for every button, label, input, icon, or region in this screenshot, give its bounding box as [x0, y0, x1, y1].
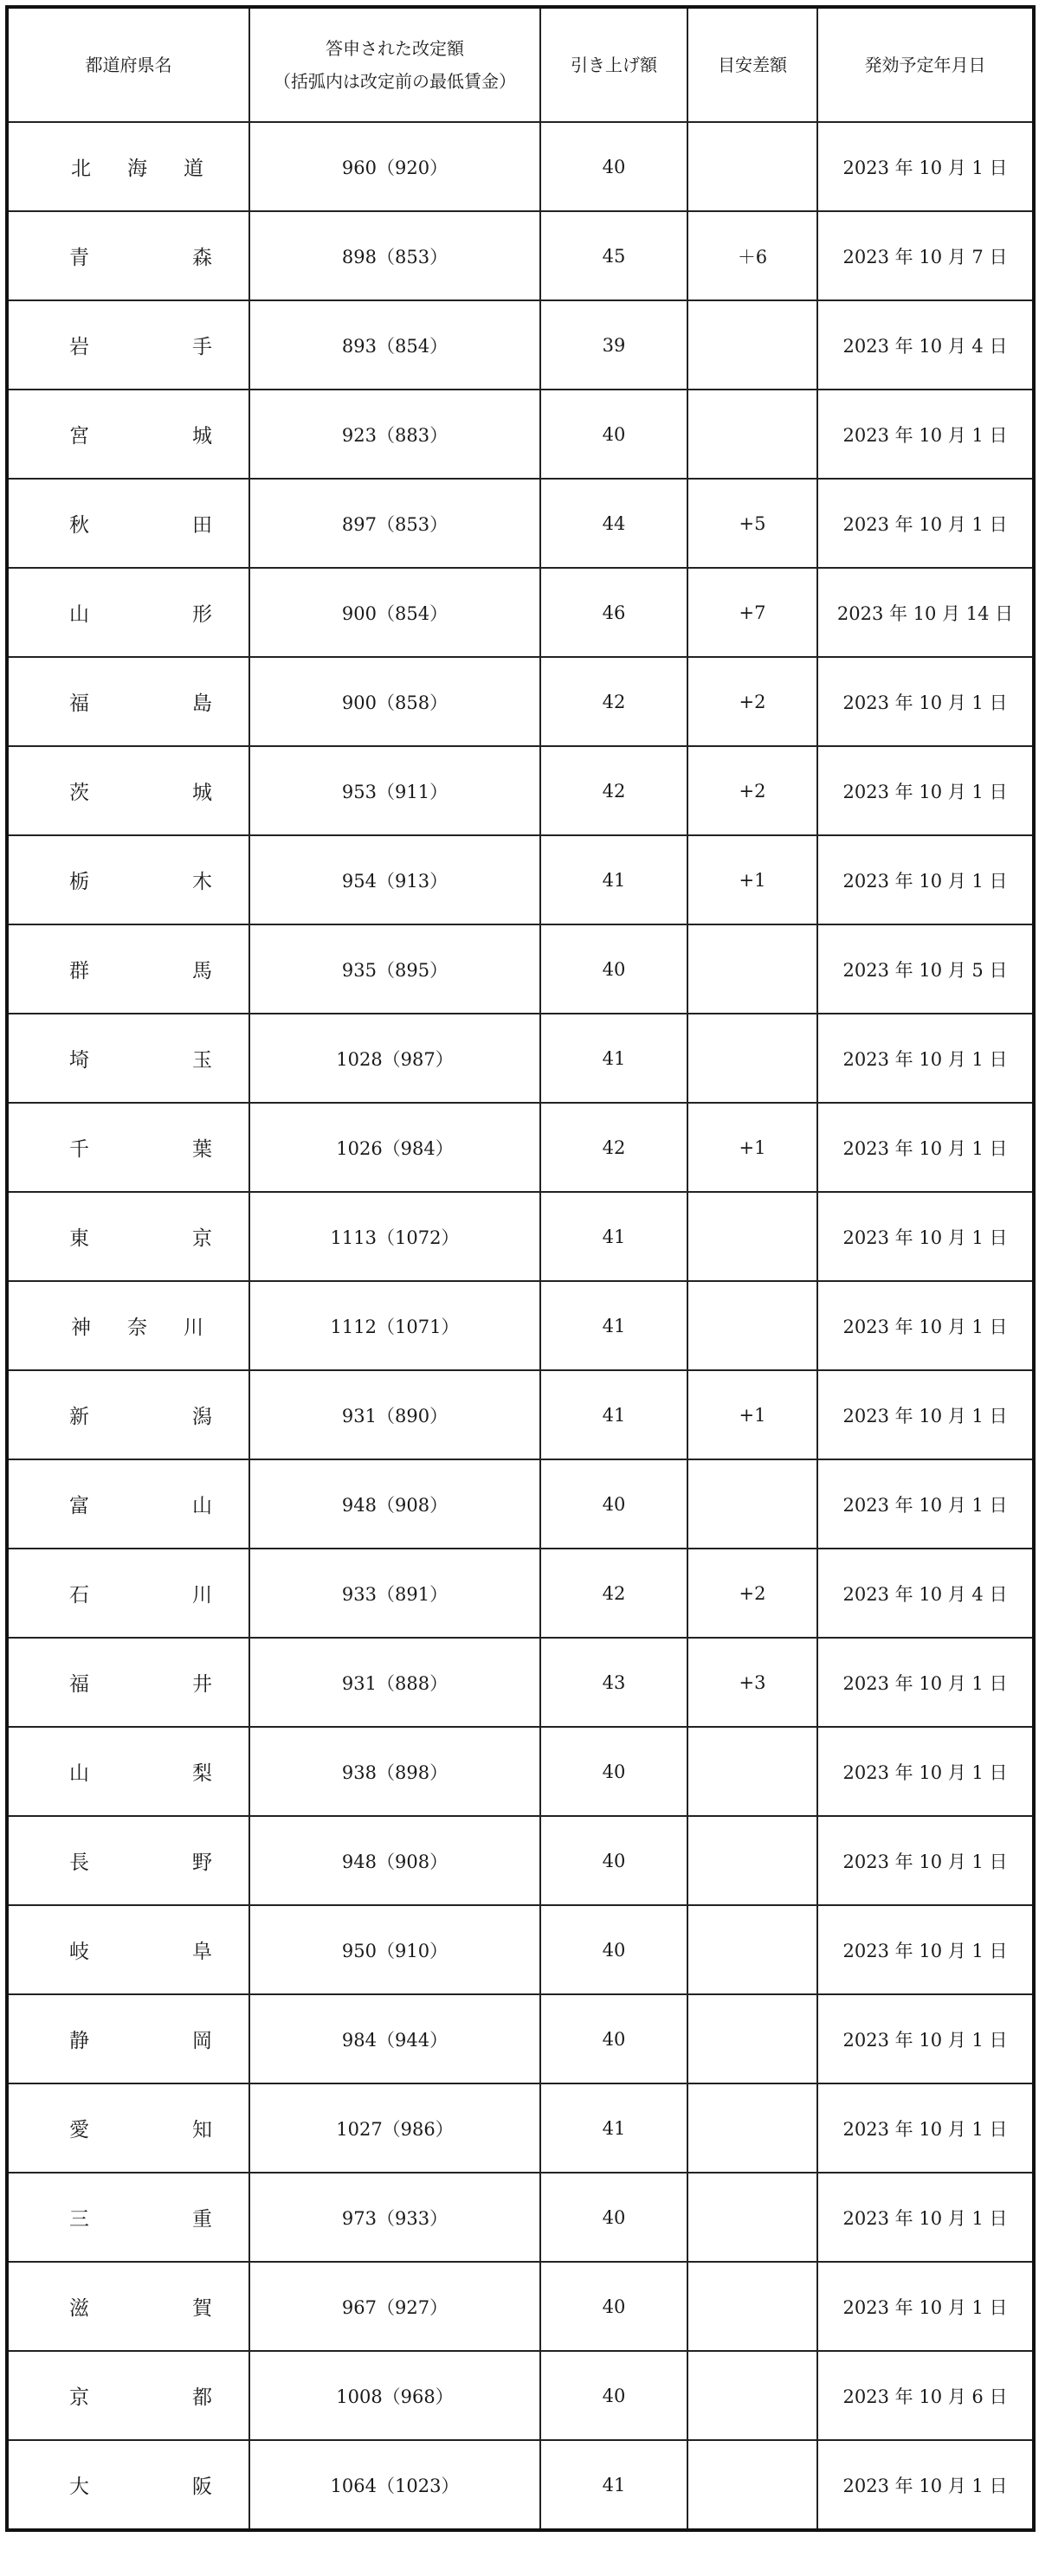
prefecture-cell	[7, 1905, 249, 1994]
prefecture-name	[9, 1282, 248, 1369]
prefecture-name	[9, 2174, 248, 2261]
prefecture-name	[9, 1728, 248, 1815]
prefecture-name	[9, 480, 248, 567]
raise-cell: 44	[540, 479, 687, 568]
prefecture-name	[9, 2084, 248, 2172]
prefecture-cell	[7, 2173, 249, 2262]
amount-cell: 967（927）	[249, 2262, 540, 2351]
prefecture-name	[9, 1995, 248, 2083]
table-row	[7, 1103, 1034, 1192]
prefecture-cell	[7, 479, 249, 568]
prefecture-char: 都	[192, 2386, 212, 2409]
prefecture-char: 三	[69, 2208, 89, 2231]
prefecture-name	[9, 123, 248, 210]
raise-cell: 40	[540, 1727, 687, 1816]
prefecture-name	[9, 212, 248, 299]
amount-cell: 948（908）	[249, 1816, 540, 1905]
diff-cell	[687, 1281, 817, 1370]
prefecture-char: 群	[69, 960, 89, 982]
prefecture-char: 富	[69, 1495, 89, 1517]
prefecture-cell	[7, 1192, 249, 1281]
prefecture-char: 岡	[192, 2030, 212, 2052]
amount-cell: 948（908）	[249, 1459, 540, 1549]
prefecture-char: 阪	[192, 2476, 212, 2498]
prefecture-cell	[7, 568, 249, 657]
diff-cell: ＋6	[687, 211, 817, 300]
table-row	[7, 1994, 1034, 2083]
table-row	[7, 1549, 1034, 1638]
amount-cell: 1026（984）	[249, 1103, 540, 1192]
date-cell: 2023 年 10 月 1 日	[817, 122, 1034, 211]
diff-cell: +2	[687, 1549, 817, 1638]
prefecture-char: 山	[192, 1495, 212, 1517]
diff-cell: +3	[687, 1638, 817, 1727]
amount-cell: 923（883）	[249, 390, 540, 479]
raise-cell: 40	[540, 1459, 687, 1549]
prefecture-char: 野	[192, 1852, 212, 1874]
prefecture-name	[9, 1371, 248, 1459]
prefecture-char: 城	[192, 425, 212, 448]
prefecture-cell	[7, 122, 249, 211]
prefecture-cell	[7, 835, 249, 924]
table-row	[7, 1370, 1034, 1459]
table-header-row	[7, 7, 1034, 122]
amount-cell: 1028（987）	[249, 1014, 540, 1103]
prefecture-cell	[7, 657, 249, 746]
date-cell: 2023 年 10 月 4 日	[817, 1549, 1034, 1638]
date-cell: 2023 年 10 月 1 日	[817, 1905, 1034, 1994]
amount-cell: 954（913）	[249, 835, 540, 924]
diff-cell	[687, 2351, 817, 2440]
prefecture-cell	[7, 1638, 249, 1727]
header-prefecture: 都道府県名	[7, 7, 249, 122]
prefecture-char: 川	[184, 1317, 203, 1339]
amount-cell: 984（944）	[249, 1994, 540, 2083]
date-cell: 2023 年 10 月 1 日	[817, 1459, 1034, 1549]
raise-cell: 40	[540, 924, 687, 1014]
amount-cell: 1112（1071）	[249, 1281, 540, 1370]
prefecture-char: 手	[192, 336, 212, 358]
amount-cell: 900（854）	[249, 568, 540, 657]
table-row	[7, 2351, 1034, 2440]
amount-cell: 960（920）	[249, 122, 540, 211]
raise-cell: 43	[540, 1638, 687, 1727]
date-cell: 2023 年 10 月 14 日	[817, 568, 1034, 657]
raise-cell: 42	[540, 1549, 687, 1638]
prefecture-cell	[7, 2351, 249, 2440]
date-cell: 2023 年 10 月 4 日	[817, 300, 1034, 390]
prefecture-char: 知	[192, 2119, 212, 2141]
prefecture-cell	[7, 1816, 249, 1905]
amount-cell: 1008（968）	[249, 2351, 540, 2440]
prefecture-cell	[7, 924, 249, 1014]
raise-cell: 41	[540, 1192, 687, 1281]
amount-cell: 933（891）	[249, 1549, 540, 1638]
diff-cell	[687, 2262, 817, 2351]
header-raise: 引き上げ額	[540, 7, 687, 122]
header-date: 発効予定年月日	[817, 7, 1034, 122]
prefecture-name	[9, 1014, 248, 1102]
prefecture-char: 岐	[69, 1941, 89, 1963]
header-amount	[249, 7, 540, 122]
prefecture-char: 海	[127, 158, 147, 180]
raise-cell: 42	[540, 657, 687, 746]
prefecture-char: 玉	[192, 1049, 212, 1072]
date-cell: 2023 年 10 月 1 日	[817, 1103, 1034, 1192]
table-row	[7, 835, 1034, 924]
diff-cell	[687, 1994, 817, 2083]
raise-cell: 41	[540, 1281, 687, 1370]
diff-cell	[687, 122, 817, 211]
table-row	[7, 1014, 1034, 1103]
table-row	[7, 390, 1034, 479]
prefecture-char: 福	[69, 1673, 89, 1696]
date-cell: 2023 年 10 月 1 日	[817, 1816, 1034, 1905]
diff-cell	[687, 300, 817, 390]
date-cell: 2023 年 10 月 1 日	[817, 2440, 1034, 2530]
prefecture-char: 山	[69, 1762, 89, 1785]
raise-cell: 40	[540, 1816, 687, 1905]
prefecture-name	[9, 301, 248, 389]
diff-cell: +2	[687, 657, 817, 746]
prefecture-cell	[7, 2440, 249, 2530]
date-cell: 2023 年 10 月 6 日	[817, 2351, 1034, 2440]
date-cell: 2023 年 10 月 1 日	[817, 657, 1034, 746]
raise-cell: 45	[540, 211, 687, 300]
table-row	[7, 924, 1034, 1014]
raise-cell: 40	[540, 1905, 687, 1994]
prefecture-char: 潟	[192, 1406, 212, 1428]
amount-cell: 950（910）	[249, 1905, 540, 1994]
date-cell: 2023 年 10 月 1 日	[817, 1192, 1034, 1281]
prefecture-char: 城	[192, 782, 212, 804]
prefecture-cell	[7, 1727, 249, 1816]
date-cell: 2023 年 10 月 1 日	[817, 835, 1034, 924]
prefecture-char: 梨	[192, 1762, 212, 1785]
prefecture-cell	[7, 1370, 249, 1459]
prefecture-char: 井	[192, 1673, 212, 1696]
prefecture-char: 田	[192, 514, 212, 537]
prefecture-name	[9, 2263, 248, 2350]
diff-cell	[687, 1816, 817, 1905]
date-cell: 2023 年 10 月 1 日	[817, 1014, 1034, 1103]
date-cell: 2023 年 10 月 1 日	[817, 479, 1034, 568]
prefecture-name	[9, 1817, 248, 1904]
date-cell: 2023 年 10 月 1 日	[817, 1994, 1034, 2083]
table-row	[7, 1192, 1034, 1281]
prefecture-char: 賀	[192, 2297, 212, 2320]
diff-cell	[687, 1192, 817, 1281]
date-cell: 2023 年 10 月 1 日	[817, 1370, 1034, 1459]
diff-cell: +1	[687, 835, 817, 924]
table-body	[7, 122, 1034, 2530]
prefecture-char: 神	[71, 1317, 91, 1339]
date-cell: 2023 年 10 月 1 日	[817, 2173, 1034, 2262]
prefecture-name	[9, 747, 248, 834]
diff-cell	[687, 2173, 817, 2262]
amount-cell: 1027（986）	[249, 2083, 540, 2173]
raise-cell: 41	[540, 2083, 687, 2173]
prefecture-cell	[7, 1281, 249, 1370]
raise-cell: 42	[540, 746, 687, 835]
prefecture-char: 北	[71, 158, 91, 180]
header-amount-line1: 答申された改定額	[326, 38, 464, 59]
prefecture-name	[9, 2352, 248, 2439]
diff-cell	[687, 1014, 817, 1103]
raise-cell: 41	[540, 2440, 687, 2530]
diff-cell: +7	[687, 568, 817, 657]
amount-cell: 931（890）	[249, 1370, 540, 1459]
diff-cell	[687, 390, 817, 479]
table-row	[7, 122, 1034, 211]
diff-cell	[687, 2440, 817, 2530]
table-row	[7, 746, 1034, 835]
prefecture-char: 道	[184, 158, 203, 180]
prefecture-char: 馬	[192, 960, 212, 982]
prefecture-char: 木	[192, 871, 212, 893]
raise-cell: 46	[540, 568, 687, 657]
prefecture-char: 石	[69, 1584, 89, 1607]
diff-cell	[687, 1905, 817, 1994]
prefecture-cell	[7, 1994, 249, 2083]
prefecture-char: 京	[192, 1227, 212, 1250]
prefecture-char: 大	[69, 2476, 89, 2498]
date-cell: 2023 年 10 月 7 日	[817, 211, 1034, 300]
prefecture-char: 秋	[69, 514, 89, 537]
prefecture-name	[9, 1104, 248, 1191]
amount-cell: 973（933）	[249, 2173, 540, 2262]
prefecture-char: 葉	[192, 1138, 212, 1161]
date-cell: 2023 年 10 月 1 日	[817, 2262, 1034, 2351]
prefecture-char: 奈	[127, 1317, 147, 1339]
table-row	[7, 1727, 1034, 1816]
amount-cell: 1113（1072）	[249, 1192, 540, 1281]
table-row	[7, 1281, 1034, 1370]
raise-cell: 41	[540, 835, 687, 924]
diff-cell: +1	[687, 1370, 817, 1459]
prefecture-char: 阜	[192, 1941, 212, 1963]
table-row	[7, 1905, 1034, 1994]
date-cell: 2023 年 10 月 5 日	[817, 924, 1034, 1014]
table-row	[7, 1816, 1034, 1905]
table-row	[7, 2173, 1034, 2262]
prefecture-cell	[7, 2083, 249, 2173]
raise-cell: 39	[540, 300, 687, 390]
prefecture-char: 茨	[69, 782, 89, 804]
prefecture-char: 青	[69, 247, 89, 269]
table-row	[7, 1638, 1034, 1727]
table-row	[7, 1459, 1034, 1549]
prefecture-name	[9, 1639, 248, 1726]
diff-cell: +2	[687, 746, 817, 835]
prefecture-char: 長	[69, 1852, 89, 1874]
raise-cell: 41	[540, 1014, 687, 1103]
prefecture-cell	[7, 1549, 249, 1638]
prefecture-char: 形	[192, 603, 212, 626]
table-row	[7, 568, 1034, 657]
prefecture-cell	[7, 1014, 249, 1103]
prefecture-char: 宮	[69, 425, 89, 448]
diff-cell	[687, 924, 817, 1014]
amount-cell: 1064（1023）	[249, 2440, 540, 2530]
raise-cell: 40	[540, 122, 687, 211]
amount-cell: 898（853）	[249, 211, 540, 300]
prefecture-name	[9, 569, 248, 656]
prefecture-cell	[7, 211, 249, 300]
amount-cell: 938（898）	[249, 1727, 540, 1816]
table-row	[7, 657, 1034, 746]
table-row	[7, 2083, 1034, 2173]
prefecture-char: 愛	[69, 2119, 89, 2141]
raise-cell: 40	[540, 2262, 687, 2351]
minimum-wage-table	[5, 5, 1036, 2532]
table-row	[7, 2262, 1034, 2351]
prefecture-char: 川	[192, 1584, 212, 1607]
document-page	[5, 5, 1032, 2571]
diff-cell: +5	[687, 479, 817, 568]
diff-cell	[687, 2083, 817, 2173]
prefecture-char: 山	[69, 603, 89, 626]
prefecture-char: 京	[69, 2386, 89, 2409]
raise-cell: 40	[540, 2351, 687, 2440]
prefecture-char: 重	[192, 2208, 212, 2231]
amount-cell: 897（853）	[249, 479, 540, 568]
date-cell: 2023 年 10 月 1 日	[817, 746, 1034, 835]
prefecture-cell	[7, 746, 249, 835]
diff-cell	[687, 1727, 817, 1816]
prefecture-name	[9, 925, 248, 1013]
prefecture-name	[9, 1193, 248, 1280]
prefecture-char: 栃	[69, 871, 89, 893]
prefecture-char: 岩	[69, 336, 89, 358]
prefecture-char: 新	[69, 1406, 89, 1428]
raise-cell: 40	[540, 2173, 687, 2262]
table-row	[7, 300, 1034, 390]
table-row	[7, 211, 1034, 300]
prefecture-name	[9, 390, 248, 478]
amount-cell: 953（911）	[249, 746, 540, 835]
prefecture-name	[9, 1906, 248, 1993]
prefecture-name	[9, 658, 248, 745]
header-diff: 目安差額	[687, 7, 817, 122]
date-cell: 2023 年 10 月 1 日	[817, 390, 1034, 479]
table-row	[7, 479, 1034, 568]
date-cell: 2023 年 10 月 1 日	[817, 1281, 1034, 1370]
prefecture-char: 福	[69, 692, 89, 715]
raise-cell: 40	[540, 390, 687, 479]
header-amount-line2: （括弧内は改定前の最低賃金）	[274, 71, 516, 92]
amount-cell: 931（888）	[249, 1638, 540, 1727]
prefecture-cell	[7, 300, 249, 390]
prefecture-char: 千	[69, 1138, 89, 1161]
prefecture-char: 東	[69, 1227, 89, 1250]
prefecture-name	[9, 1549, 248, 1637]
prefecture-char: 滋	[69, 2297, 89, 2320]
amount-cell: 935（895）	[249, 924, 540, 1014]
prefecture-char: 島	[192, 692, 212, 715]
amount-cell: 893（854）	[249, 300, 540, 390]
raise-cell: 41	[540, 1370, 687, 1459]
raise-cell: 42	[540, 1103, 687, 1192]
prefecture-char: 埼	[69, 1049, 89, 1072]
prefecture-cell	[7, 2262, 249, 2351]
raise-cell: 40	[540, 1994, 687, 2083]
prefecture-cell	[7, 390, 249, 479]
amount-cell: 900（858）	[249, 657, 540, 746]
prefecture-char: 森	[192, 247, 212, 269]
prefecture-name	[9, 836, 248, 924]
date-cell: 2023 年 10 月 1 日	[817, 2083, 1034, 2173]
prefecture-cell	[7, 1103, 249, 1192]
prefecture-name	[9, 1460, 248, 1548]
table-row	[7, 2440, 1034, 2530]
prefecture-char: 静	[69, 2030, 89, 2052]
date-cell: 2023 年 10 月 1 日	[817, 1727, 1034, 1816]
prefecture-cell	[7, 1459, 249, 1549]
date-cell: 2023 年 10 月 1 日	[817, 1638, 1034, 1727]
diff-cell: +1	[687, 1103, 817, 1192]
diff-cell	[687, 1459, 817, 1549]
prefecture-name	[9, 2441, 248, 2528]
